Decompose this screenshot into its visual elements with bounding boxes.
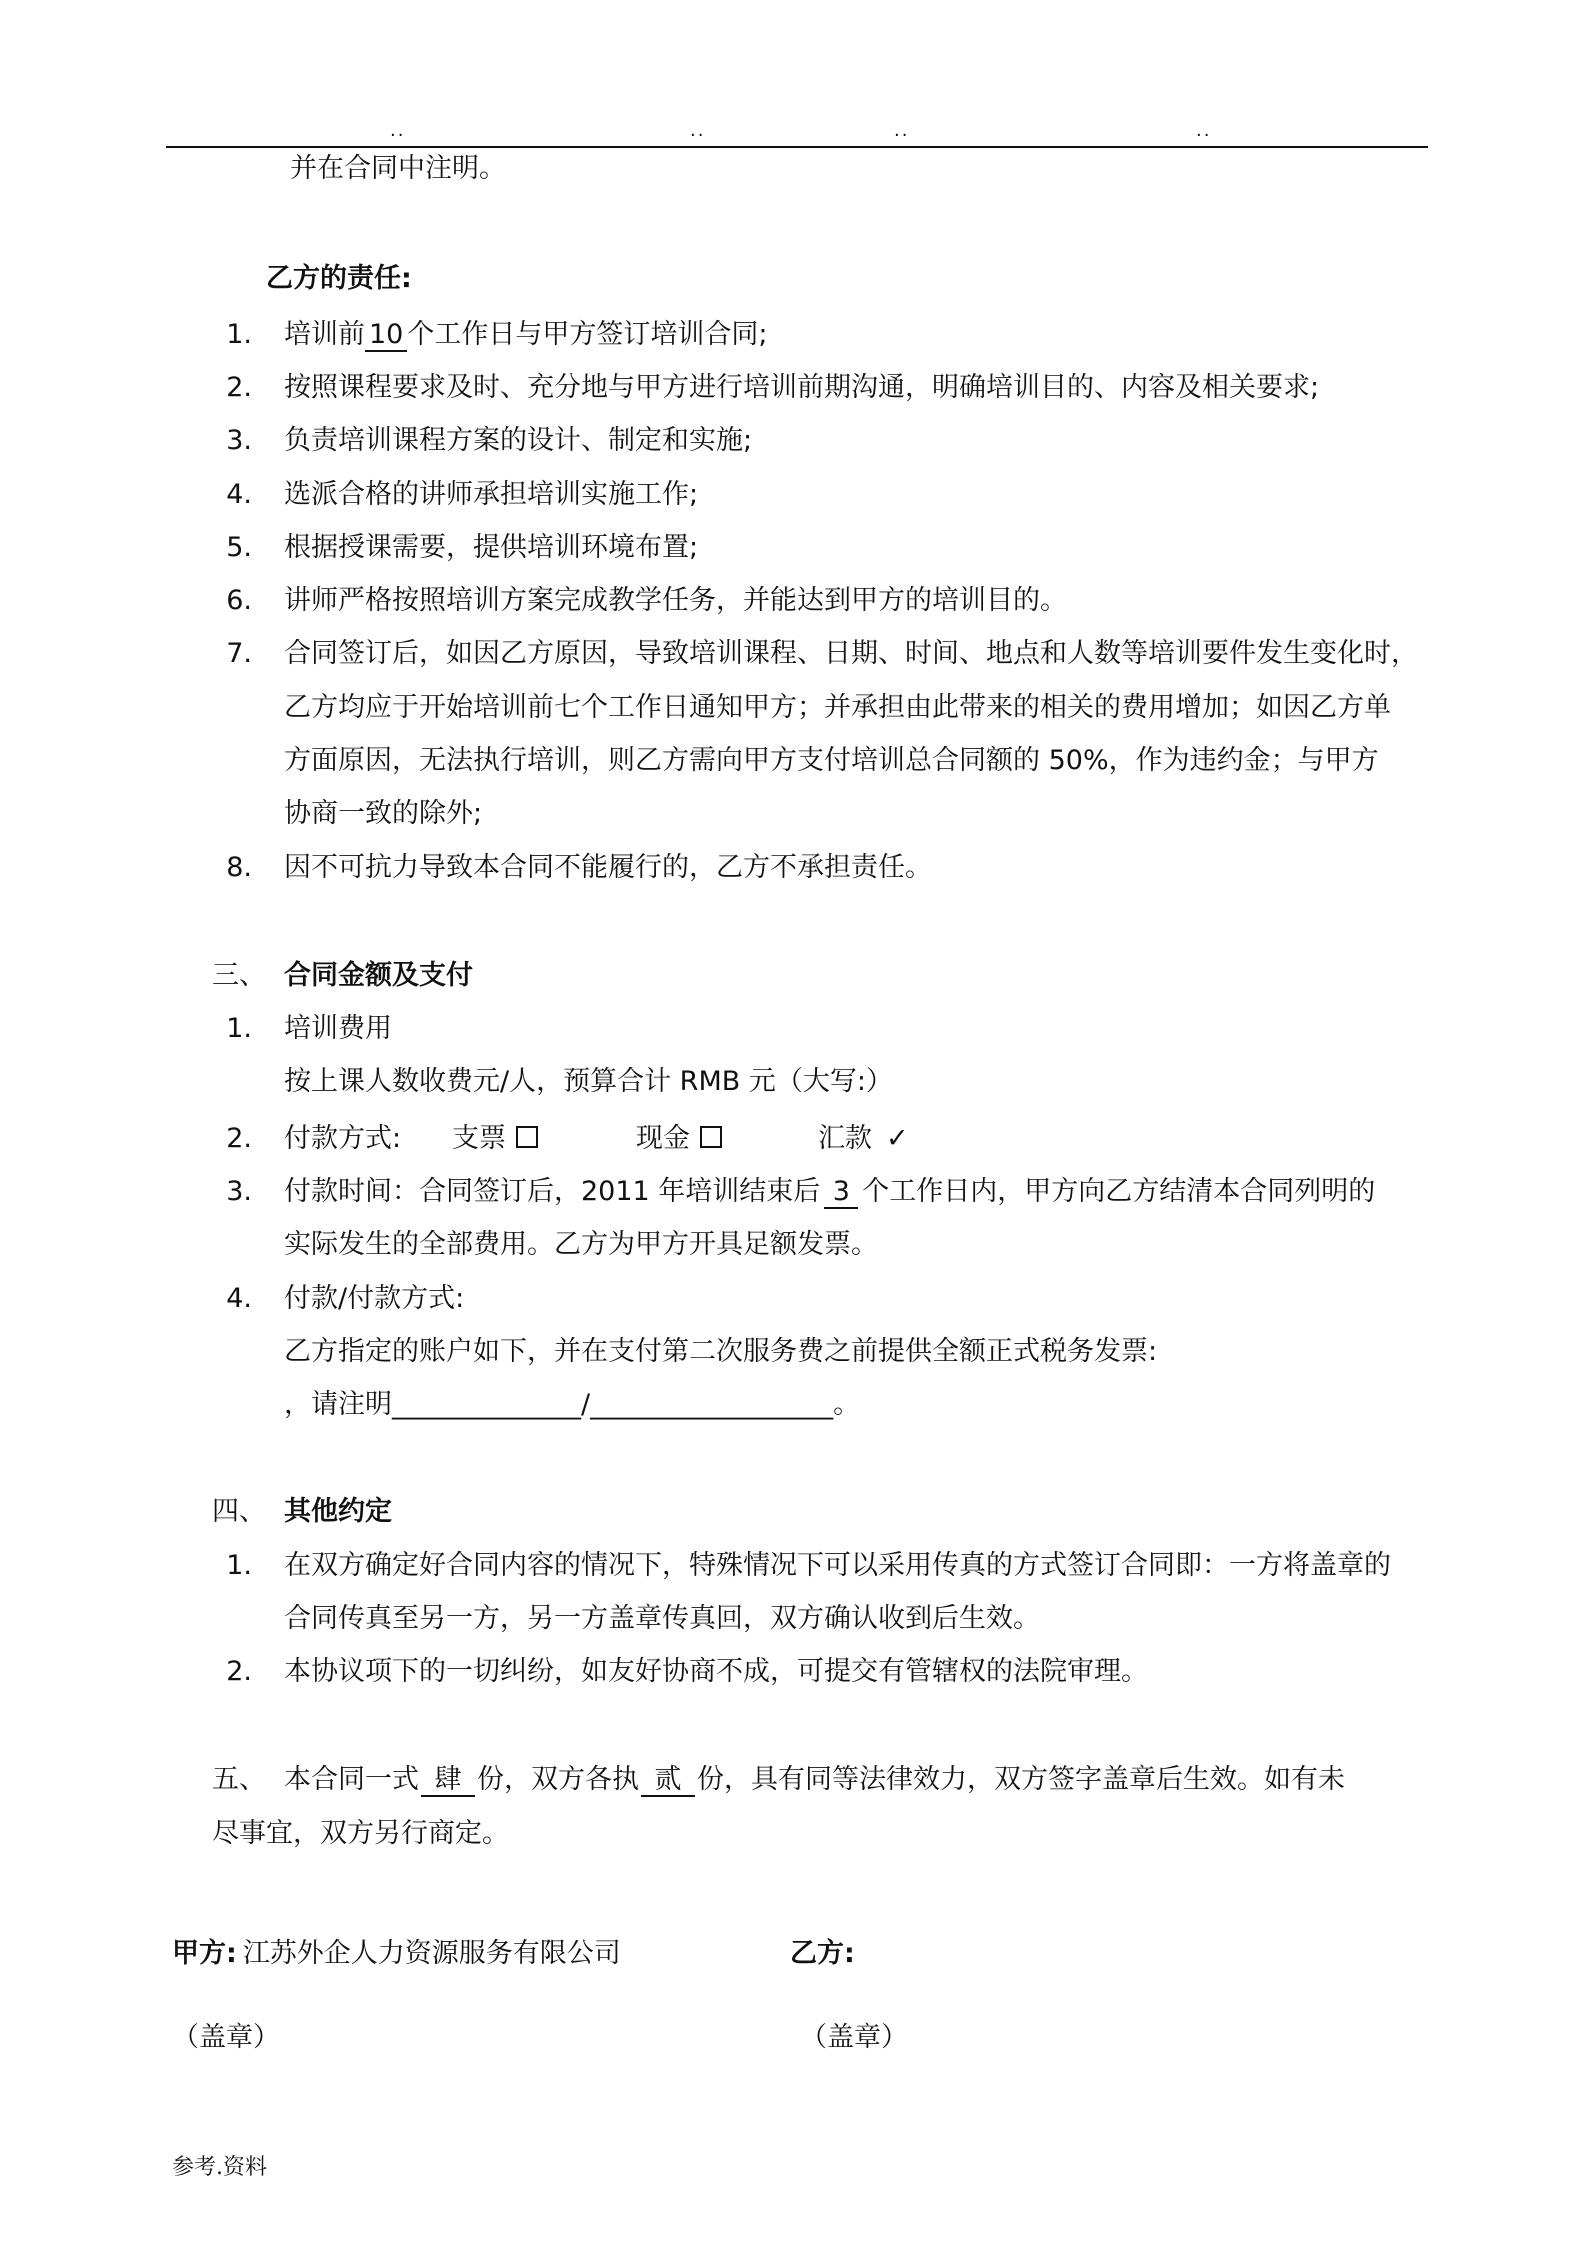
section-title: 合同金额及支付	[284, 960, 473, 991]
list-item: 培训费用	[284, 1013, 392, 1044]
list-item: 根据授课需要，提供培训环境布置;	[284, 532, 699, 563]
payment-method-label: 付款方式:	[284, 1123, 402, 1154]
list-item-line: 合同传真至另一方，另一方盖章传真回，双方确认收到后生效。	[284, 1603, 1040, 1634]
option-transfer: 汇款 ✓	[818, 1123, 909, 1154]
list-item: 负责培训课程方案的设计、制定和实施;	[284, 425, 753, 456]
list-item-line: 方面原因，无法执行培训，则乙方需向甲方支付培训总合同额的 50%，作为违约金；与甲方	[284, 745, 1379, 776]
footer-note: 参考.资料	[172, 2155, 267, 2180]
blank-days: 10	[365, 320, 407, 352]
account-note: 乙方指定的账户如下，并在支付第二次服务费之前提供全额正式税务发票:	[284, 1336, 1158, 1367]
list-number: 1.	[226, 319, 252, 350]
copies-clause-line2: 尽事宜，双方另行商定。	[212, 1818, 509, 1849]
list-item: 付款/付款方式:	[284, 1283, 465, 1314]
list-item: 因不可抗力导致本合同不能履行的，乙方不承担责任。	[284, 852, 932, 883]
list-number: 3.	[226, 425, 252, 456]
list-item-line: 协商一致的除外;	[284, 798, 483, 829]
header-rule	[166, 120, 1428, 148]
list-item-line: 实际发生的全部费用。乙方为甲方开具足额发票。	[284, 1229, 878, 1260]
fee-detail: 按上课人数收费元/人，预算合计 RMB 元（大写:）	[284, 1066, 893, 1097]
blank-copies-total: 肆	[421, 1765, 475, 1797]
list-item-line: 乙方均应于开始培训前七个工作日通知甲方；并承担由此带来的相关的费用增加；如因乙方单	[284, 692, 1391, 723]
checkbox-cash[interactable]	[700, 1126, 722, 1148]
list-item: 选派合格的讲师承担培训实施工作;	[284, 479, 699, 510]
option-cash: 现金	[636, 1122, 722, 1156]
section-title: 其他约定	[284, 1496, 392, 1527]
party-a-signature: 甲方: 江苏外企人力资源服务有限公司	[172, 1938, 621, 1969]
list-number: 2.	[226, 1123, 252, 1154]
checkbox-cheque[interactable]	[516, 1126, 538, 1148]
list-number: 2.	[226, 1656, 252, 1687]
header-dot: ..	[894, 120, 910, 141]
party-b-duties-heading: 乙方的责任:	[266, 263, 412, 294]
blank-days: 3	[824, 1177, 858, 1209]
section-number: 三、	[212, 960, 266, 991]
list-number: 7.	[226, 638, 252, 669]
list-item-line: 合同签订后，如因乙方原因，导致培训课程、日期、时间、地点和人数等培训要件发生变化时，	[284, 638, 1418, 669]
list-number: 4.	[226, 1283, 252, 1314]
list-item: 按照课程要求及时、充分地与甲方进行培训前期沟通，明确培训目的、内容及相关要求;	[284, 372, 1320, 403]
seal-b: （盖章）	[800, 2022, 908, 2053]
list-item: 培训前 10 个工作日与甲方签订培训合同;	[284, 319, 768, 350]
seal-a: （盖章）	[172, 2022, 280, 2053]
list-number: 2.	[226, 372, 252, 403]
list-number: 8.	[226, 852, 252, 883]
option-cheque: 支票	[452, 1122, 538, 1156]
copies-clause: 本合同一式 肆 份，双方各执 贰 份，具有同等法律效力，双方签字盖章后生效。如有未	[284, 1764, 1345, 1795]
section-number: 五、	[212, 1764, 266, 1795]
checkmark-icon: ✓	[886, 1123, 909, 1154]
list-item: 本协议项下的一切纠纷，如友好协商不成，可提交有管辖权的法院审理。	[284, 1656, 1148, 1687]
blank-copies-each: 贰	[641, 1765, 695, 1797]
list-number: 3.	[226, 1176, 252, 1207]
header-dot: ..	[690, 120, 706, 141]
list-item-line: 在双方确定好合同内容的情况下，特殊情况下可以采用传真的方式签订合同即：一方将盖章的	[284, 1550, 1391, 1581]
party-b-signature: 乙方:	[790, 1938, 855, 1969]
list-number: 4.	[226, 479, 252, 510]
list-number: 1.	[226, 1013, 252, 1044]
list-number: 1.	[226, 1550, 252, 1581]
list-item: 付款时间：合同签订后，2011 年培训结束后 3 个工作日内，甲方向乙方结清本合同列明的	[284, 1176, 1376, 1207]
header-dot: ..	[390, 120, 406, 141]
list-number: 6.	[226, 585, 252, 616]
section-number: 四、	[212, 1496, 266, 1527]
account-blank-line: ，请注明______________/__________________。	[284, 1389, 861, 1420]
carry-over-line: 并在合同中注明。	[290, 153, 506, 184]
header-dot: ..	[1196, 120, 1212, 141]
list-item: 讲师严格按照培训方案完成教学任务，并能达到甲方的培训目的。	[284, 585, 1067, 616]
list-number: 5.	[226, 532, 252, 563]
